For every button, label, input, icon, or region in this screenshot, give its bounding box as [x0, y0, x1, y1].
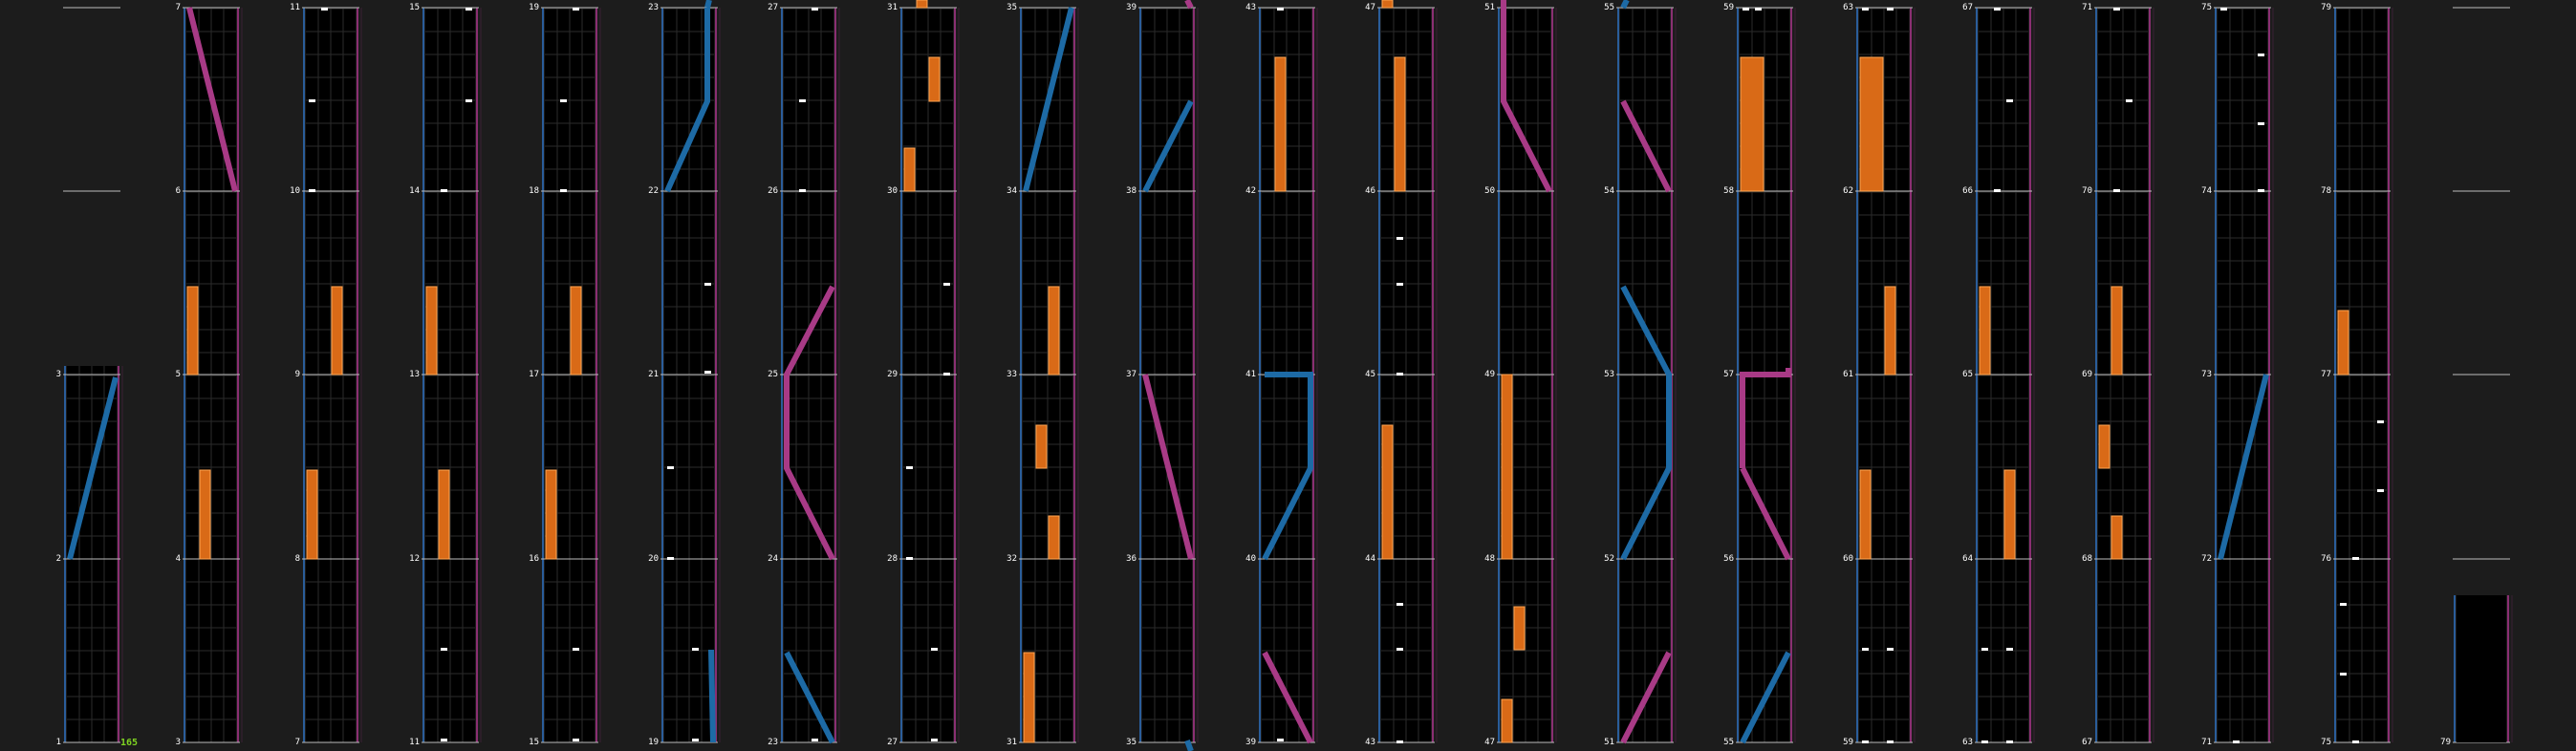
measure-number: 36 [1126, 554, 1136, 564]
hold-note [2338, 311, 2349, 375]
hold-note [1514, 607, 1525, 650]
measure-number: 23 [648, 3, 659, 12]
hold-note [546, 470, 556, 559]
tap-note [667, 466, 674, 469]
tap-note [812, 8, 818, 11]
tap-note [309, 99, 315, 102]
measure-number: 66 [1962, 186, 1973, 196]
measure-number: 63 [1962, 738, 1973, 747]
measure-number: 69 [2082, 370, 2092, 379]
laser-blue [1187, 740, 1191, 751]
measure-number: 71 [2082, 3, 2092, 12]
tap-note [906, 466, 913, 469]
measure-number: 74 [2201, 186, 2212, 196]
tap-note [321, 8, 328, 11]
tap-note [309, 189, 315, 192]
measure-number: 43 [1365, 738, 1375, 747]
tap-note [2126, 99, 2132, 102]
hold-note [917, 0, 927, 8]
hold-note [571, 287, 581, 375]
measure-number: 15 [409, 3, 420, 12]
tap-note [692, 739, 699, 741]
measure-number: 28 [887, 554, 898, 564]
measure-number: 16 [529, 554, 539, 564]
measure-number: 63 [1843, 3, 1853, 12]
measure-number: 10 [290, 186, 300, 196]
measure-number: 5 [175, 370, 181, 379]
measure-number: 43 [1245, 3, 1256, 12]
measure-number: 72 [2201, 554, 2212, 564]
measure-number: 59 [1843, 738, 1853, 747]
measure-number: 22 [648, 186, 659, 196]
measure-number: 40 [1245, 554, 1256, 564]
measure-number: 7 [175, 3, 181, 12]
measure-number: 39 [1126, 3, 1136, 12]
hold-note [2099, 425, 2110, 468]
measure-number: 24 [768, 554, 778, 564]
tap-note [1994, 8, 2001, 11]
measure-number: 46 [1365, 186, 1375, 196]
tap-note [560, 189, 567, 192]
tap-note [943, 373, 950, 376]
hold-note [929, 57, 940, 101]
hold-note [1049, 287, 1059, 375]
tap-note [2377, 420, 2384, 423]
measure-number: 37 [1126, 370, 1136, 379]
hold-note [1382, 425, 1393, 559]
tap-note [573, 648, 579, 651]
measure-number: 6 [175, 186, 181, 196]
measure-number: 57 [1723, 370, 1734, 379]
measure-number: 19 [648, 738, 659, 747]
measure-number: 77 [2321, 370, 2331, 379]
hold-note [1502, 375, 1512, 559]
tap-note [704, 283, 711, 286]
tap-note [441, 189, 447, 192]
measure-number: 2 [55, 554, 61, 564]
tap-note [2340, 673, 2347, 676]
measure-number: 39 [1245, 738, 1256, 747]
tap-note [799, 189, 806, 192]
tap-note [931, 739, 938, 741]
tap-note [931, 648, 938, 651]
measure-number: 13 [409, 370, 420, 379]
measure-number: 76 [2321, 554, 2331, 564]
measure-number: 21 [648, 370, 659, 379]
tap-note [2006, 648, 2013, 651]
tap-note [812, 739, 818, 741]
hold-note [1860, 57, 1883, 191]
hold-note [332, 287, 342, 375]
tap-note [1887, 8, 1894, 11]
measure-number: 7 [294, 738, 300, 747]
tap-note [2258, 54, 2264, 56]
measure-number: 49 [1484, 370, 1495, 379]
measure-number: 62 [1843, 186, 1853, 196]
hold-note [1741, 57, 1764, 191]
tap-note [1887, 648, 1894, 651]
hold-note [187, 287, 198, 375]
tap-note [667, 557, 674, 560]
measure-number: 9 [294, 370, 300, 379]
measure-number: 38 [1126, 186, 1136, 196]
tap-note [560, 99, 567, 102]
hold-note [1980, 287, 1990, 375]
measure-number: 20 [648, 554, 659, 564]
tap-note [1862, 8, 1869, 11]
tap-note [2233, 740, 2240, 743]
measure-number: 48 [1484, 554, 1495, 564]
measure-number: 32 [1007, 554, 1017, 564]
measure-number: 70 [2082, 186, 2092, 196]
tap-note [2352, 740, 2359, 743]
laser-pink [1187, 0, 1191, 8]
tap-note [2006, 740, 2013, 743]
hold-note [1885, 287, 1895, 375]
hold-note [200, 470, 210, 559]
measure-number: 44 [1365, 554, 1375, 564]
laser-blue [1623, 0, 1627, 8]
tap-note [704, 371, 711, 374]
measure-number: 79 [2321, 3, 2331, 12]
tap-note [2340, 603, 2347, 606]
measure-number: 73 [2201, 370, 2212, 379]
tap-note [692, 648, 699, 651]
measure-number: 3 [175, 738, 181, 747]
measure-number: 27 [887, 738, 898, 747]
tap-note [465, 8, 472, 11]
measure-number: 68 [2082, 554, 2092, 564]
hold-note [1036, 425, 1047, 468]
measure-number: 31 [887, 3, 898, 12]
tap-note [1396, 648, 1403, 651]
measure-number: 42 [1245, 186, 1256, 196]
measure-number: 67 [2082, 738, 2092, 747]
measure-number: 61 [1843, 370, 1853, 379]
tap-note [2258, 189, 2264, 192]
tap-note [2258, 122, 2264, 125]
measure-number: 56 [1723, 554, 1734, 564]
measure-number: 4 [175, 554, 181, 564]
measure-number: 3 [55, 370, 61, 379]
measure-number: 23 [768, 738, 778, 747]
tap-note [2113, 8, 2120, 11]
hold-note [1502, 699, 1512, 742]
measure-number: 51 [1604, 738, 1614, 747]
hold-note [1024, 653, 1034, 742]
hold-note [1395, 57, 1405, 191]
hold-note [426, 287, 437, 375]
tap-note [1277, 739, 1284, 741]
measure-number: 58 [1723, 186, 1734, 196]
measure-number: 27 [768, 3, 778, 12]
tap-note [1981, 740, 1988, 743]
tap-note [1887, 740, 1894, 743]
tap-note [1994, 189, 2001, 192]
measure-number: 78 [2321, 186, 2331, 196]
measure-number: 41 [1245, 370, 1256, 379]
measure-number: 50 [1484, 186, 1495, 196]
measure-number: 26 [768, 186, 778, 196]
laser-blue [707, 0, 709, 8]
measure-number: 19 [529, 3, 539, 12]
hold-note [307, 470, 317, 559]
tap-note [2377, 489, 2384, 492]
measure-number: 30 [887, 186, 898, 196]
laser-blue [711, 650, 713, 742]
hold-note [439, 470, 449, 559]
measure-number: 79 [2440, 738, 2451, 747]
measure-number: 64 [1962, 554, 1973, 564]
tap-note [1396, 373, 1403, 376]
tap-note [1862, 648, 1869, 651]
measure-number: 34 [1007, 186, 1017, 196]
measure-number: 75 [2201, 3, 2212, 12]
hold-note [1860, 470, 1871, 559]
measure-number: 65 [1962, 370, 1973, 379]
tap-note [1981, 648, 1988, 651]
measure-number: 52 [1604, 554, 1614, 564]
tap-note [906, 557, 913, 560]
tap-note [1396, 740, 1403, 743]
hold-note [2111, 287, 2122, 375]
measure-number: 35 [1007, 3, 1017, 12]
hold-note [1382, 0, 1393, 8]
measure-number: 31 [1007, 738, 1017, 747]
tap-note [943, 283, 950, 286]
measure-number: 8 [294, 554, 300, 564]
measure-number: 11 [290, 3, 300, 12]
tap-note [573, 739, 579, 741]
measure-number: 75 [2321, 738, 2331, 747]
measure-number: 47 [1484, 738, 1495, 747]
tap-note [573, 8, 579, 11]
measure-number: 71 [2201, 738, 2212, 747]
measure-number: 47 [1365, 3, 1375, 12]
measure-number: 12 [409, 554, 420, 564]
measure-number: 55 [1723, 738, 1734, 747]
measure-number: 35 [1126, 738, 1136, 747]
measure-number: 53 [1604, 370, 1614, 379]
tap-note [2220, 8, 2227, 11]
measure-number: 60 [1843, 554, 1853, 564]
tap-note [1396, 603, 1403, 606]
hold-note [904, 148, 915, 191]
tap-note [1743, 8, 1749, 11]
measure-number: 33 [1007, 370, 1017, 379]
measure-number: 1 [55, 738, 61, 747]
hold-note [1049, 516, 1059, 559]
measure-number: 29 [887, 370, 898, 379]
measure-number: 14 [409, 186, 420, 196]
hold-note [2111, 516, 2122, 559]
tap-note [465, 99, 472, 102]
hold-note [2004, 470, 2015, 559]
tap-note [1755, 8, 1762, 11]
tap-note [441, 648, 447, 651]
measure-number: 11 [409, 738, 420, 747]
tap-note [441, 739, 447, 741]
tap-note [2352, 557, 2359, 560]
measure-number: 51 [1484, 3, 1495, 12]
tap-note [1396, 237, 1403, 240]
tap-note [1396, 283, 1403, 286]
measure-number: 17 [529, 370, 539, 379]
tap-note [2006, 99, 2013, 102]
combo-counter: 165 [120, 738, 139, 748]
tap-note [1862, 740, 1869, 743]
measure-number: 18 [529, 186, 539, 196]
measure-number: 15 [529, 738, 539, 747]
measure-number: 59 [1723, 3, 1734, 12]
measure-number: 54 [1604, 186, 1614, 196]
tap-note [799, 99, 806, 102]
measure-number: 25 [768, 370, 778, 379]
tap-note [2113, 189, 2120, 192]
hold-note [1275, 57, 1286, 191]
measure-number: 45 [1365, 370, 1375, 379]
measure-number: 55 [1604, 3, 1614, 12]
lane-background [2457, 595, 2506, 742]
measure-number: 67 [1962, 3, 1973, 12]
tap-note [1277, 8, 1284, 11]
